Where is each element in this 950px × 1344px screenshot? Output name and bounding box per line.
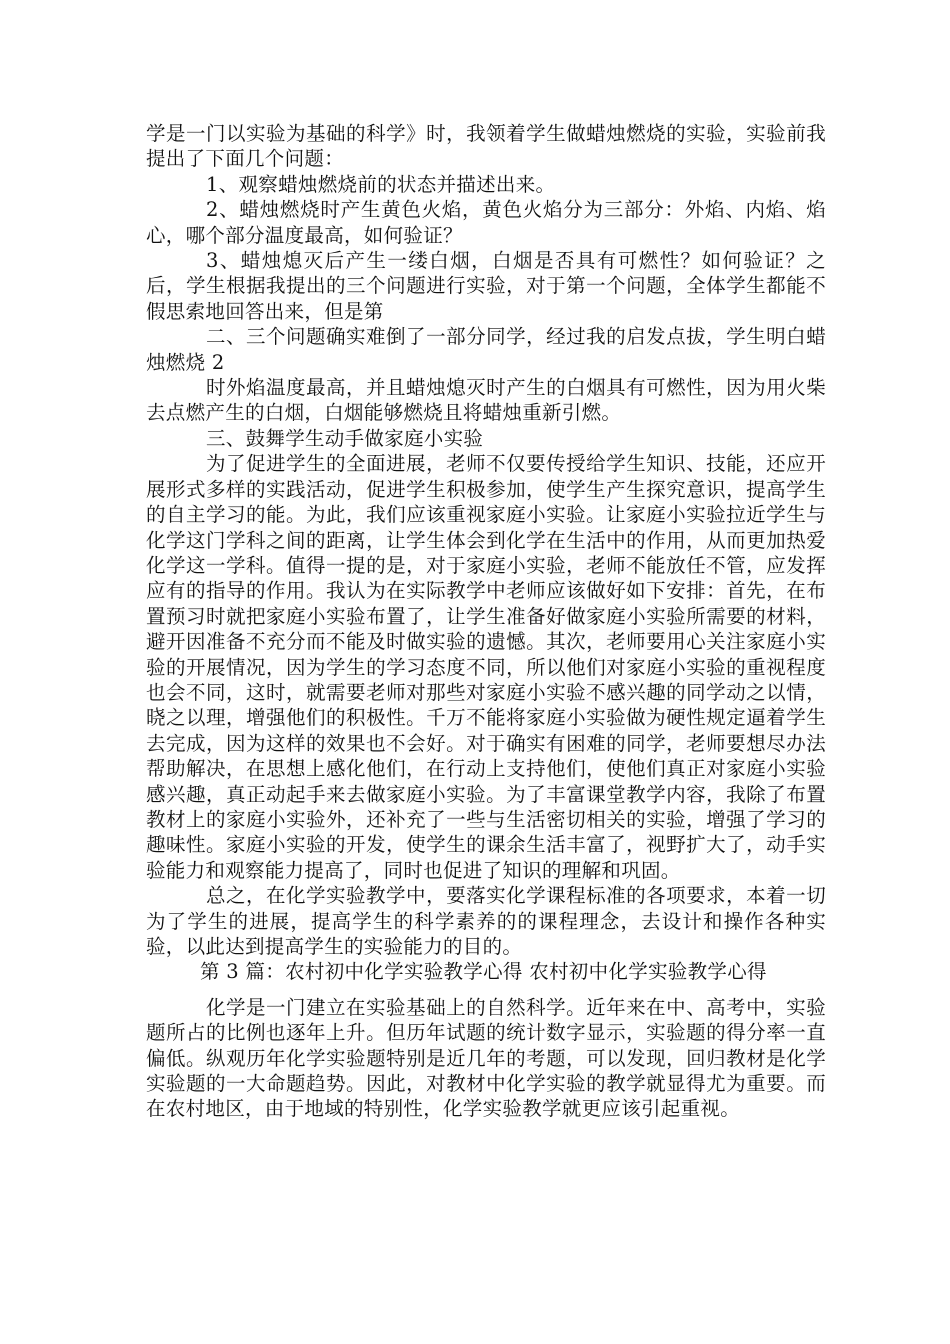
question-2: 2、蜡烛燃烧时产生黄色火焰，黄色火焰分为三部分：外焰、内焰、焰心，哪个部分温度最高，如何验证？ xyxy=(146,198,826,247)
paragraph-conclusion: 总之，在化学实验教学中，要落实化学课程标准的各项要求，本着一切为了学生的进展，提高学生的科学素养的的课程理念，去设计和操作各种实验，以此达到提高学生的实验能力的目的。 xyxy=(146,884,826,958)
section-heading-three: 三、鼓舞学生动手做家庭小实验 xyxy=(206,426,484,450)
paragraph-intro: 学是一门以实验为基础的科学》时，我领着学生做蜡烛燃烧的实验，实验前我提出了下面几个问题： xyxy=(146,122,826,171)
paragraph-outer-flame: 时外焰温度最高，并且蜡烛熄灭时产生的白烟具有可燃性，因为用火柴去点燃产生的白烟，白烟能够燃烧且将蜡烛重新引燃。 xyxy=(146,376,826,425)
article-3-title: 第 3 篇：农村初中化学实验教学心得 农村初中化学实验教学心得 xyxy=(200,960,767,984)
paragraph-article-3-intro: 化学是一门建立在实验基础上的自然科学。近年来在中、高考中，实验题所占的比例也逐年上升。但历年试题的统计数字显示，实验题的得分率一直偏低。纵观历年化学实验题特别是近几年的考题，可以发现，回归教材是化学实验题的一大命题趋势。因此，对教材中化学实验的教学就显得尤为重要。而在农村地区，由于地域的特别性，化学实验教学就更应该引起重视。 xyxy=(146,995,826,1121)
document-body xyxy=(146,121,826,1122)
spacer xyxy=(146,985,826,995)
paragraph-part-two: 二、三个问题确实难倒了一部分同学，经过我的启发点拔，学生明白蜡烛燃烧 2 xyxy=(146,325,826,374)
paragraph-home-experiments: 为了促进学生的全面进展，老师不仅要传授给学生知识、技能，还应开展形式多样的实践活动，促进学生积极参加，使学生产生探究意识，提高学生的自主学习的能。为此，我们应该重视家庭小实验。让家庭小实验拉近学生与化学这门学科之间的距离，让学生体会到化学在生活中的作用，从而更加热爱化学这一学科。值得一提的是，对于家庭小实验，老师不能放任不管，应发挥应有的指导的作用。我认为在实际教学中老师应该做好如下安排：首先，在布置预习时就把家庭小实验布置了，让学生准备好做家庭小实验所需要的材料，避开因准备不充分而不能及时做实验的遗憾。其次，老师要用心关注家庭小实验的开展情况，因为学生的学习态度不同，所以他们对家庭小实验的重视程度也会不同，这时，就需要老师对那些对家庭小实验不感兴趣的同学动之以情，晓之以理，增强他们的积极性。千万不能将家庭小实验做为硬性规定逼着学生去完成，因为这样的效果也不会好。对于确实有困难的同学，老师要想尽办法帮助解决，在思想上感化他们，在行动上支持他们，使他们真正对家庭小实验感兴趣，真正动起手来去做家庭小实验。为了丰富课堂教学内容，我除了布置教材上的家庭小实验外，还补充了一些与生活密切相关的实验，增强了学习的趣味性。家庭小实验的开发，使学生的课余生活丰富了，视野扩大了，动手实验能力和观察能力提高了，同时也促进了知识的理解和巩固。 xyxy=(146,452,826,882)
question-3: 3、蜡烛熄灭后产生一缕白烟，白烟是否具有可燃性？如何验证？之后，学生根据我提出的三个问题进行实验，对于第一个问题，全体学生都能不假思索地回答出来，但是第 xyxy=(146,249,826,323)
question-1: 1、观察蜡烛燃烧前的状态并描述出来。 xyxy=(206,172,556,196)
